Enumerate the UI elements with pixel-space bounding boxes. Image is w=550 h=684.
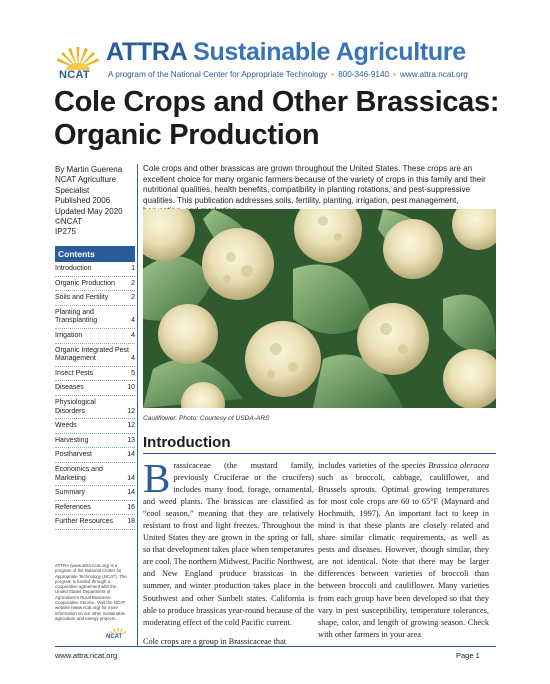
contents-item[interactable]: [55, 486, 135, 501]
sun-rays-icon: [108, 624, 128, 634]
sun-rays-icon: [55, 44, 101, 70]
bullet-icon: •: [393, 70, 396, 79]
contents-item-title: Harvesting: [55, 436, 89, 444]
brand-attra: ATTRA: [106, 38, 187, 66]
contents-box: [55, 246, 135, 530]
paragraph: Cole crops are a group in Brassicaceae that: [143, 636, 287, 646]
contents-item-page: 12: [127, 422, 135, 430]
footer-rule: [55, 646, 496, 647]
contents-item[interactable]: [55, 463, 135, 486]
document-title: [54, 86, 504, 152]
ncat-logo-text: NCAT: [59, 69, 90, 81]
ncat-logo: [55, 44, 101, 82]
ncat-small-logo: [104, 624, 132, 644]
contents-item-title: References: [55, 503, 91, 511]
title-line-2: Organic Production: [54, 119, 320, 151]
brand-title: [106, 38, 466, 67]
contents-item-title: Economics and Marketing: [55, 465, 103, 482]
contents-item-page: 14: [127, 474, 135, 482]
contents-item[interactable]: [55, 501, 135, 516]
contents-item-title: Soils and Fertility: [55, 294, 109, 302]
attra-blurb: ATTRA (www.attra.ncat.org) is a program of the National Center for Appropriate Technology (NCAT). The program is funded through a cooperative agreement with the United States Department of Agriculture's Rural Business-Cooperative Service. Visit the NCAT website (www.ncat.org) for more information on our other sustainable agriculture and energy projects.: [55, 563, 127, 621]
contents-item-title: Organic Production: [55, 279, 115, 287]
contents-item-page: 13: [127, 436, 135, 444]
paragraph-text: rassicaceae (the mustard family, previously Cruciferae or the crucifers) includes many food, forage, ornamental, and weed plants. The brassicas are classified as “cool season,” meaning that they are relatively resistant to frost and light freezes. Throughout the United States they are grown in the spring or fall, so that development takes place when temperatures are cool. The northern Midwest, Pacific Northwest, and New England produce brassicas in the summer, and winter production takes place in the Southwest and other Sunbelt states. California is able to produce brassicas year-round because of the moderating effect of the cold Pacific current.: [143, 461, 314, 627]
contents-item-page: 14: [127, 489, 135, 497]
contents-item[interactable]: [55, 306, 135, 329]
contents-item-title: Summary: [55, 489, 85, 497]
drop-cap: B: [143, 455, 171, 501]
section-heading: Introduction: [143, 434, 231, 451]
contents-heading: Contents: [55, 246, 135, 262]
byline-line: Published 2006: [55, 196, 111, 206]
paragraph-text: includes varieties of the species: [318, 461, 429, 470]
contents-item[interactable]: [55, 448, 135, 463]
contents-item-page: 4: [131, 355, 135, 363]
title-line-1: Cole Crops and Other Brassicas:: [54, 86, 500, 118]
contents-item-page: 1: [131, 265, 135, 272]
brand-tagline: [108, 70, 468, 79]
contents-item-title: Introduction: [55, 265, 92, 272]
byline-line: IP275: [55, 227, 76, 237]
tagline-program: A program of the National Center for Appropriate Technology: [108, 70, 328, 79]
body-column-1: [143, 455, 314, 648]
contents-item-page: 5: [131, 369, 135, 377]
contents-item[interactable]: [55, 367, 135, 382]
byline-line: Updated May 2020: [55, 206, 123, 216]
contents-item-page: 14: [127, 451, 135, 459]
contents-item-page: 16: [127, 503, 135, 511]
contents-item-title: Further Resources: [55, 518, 113, 526]
contents-item-page: 2: [131, 294, 135, 302]
contents-item[interactable]: [55, 419, 135, 434]
bullet-icon: •: [331, 70, 335, 79]
byline-line: Specialist: [55, 185, 90, 195]
contents-item-title: Physiological Disorders: [55, 398, 96, 415]
contents-item[interactable]: [55, 515, 135, 530]
ncat-small-text: NCAT: [106, 634, 123, 640]
photo-caption: Cauliflower. Photo: Courtesy of USDA-ARS: [143, 415, 270, 422]
contents-item[interactable]: [55, 434, 135, 449]
contents-item-page: 12: [127, 407, 135, 415]
contents-item-page: 2: [131, 279, 135, 287]
contents-item-title: Irrigation: [55, 331, 83, 339]
byline-line: By Martin Guerena: [55, 165, 123, 174]
footer-url[interactable]: www.attra.ncat.org: [55, 651, 118, 660]
brand-sustainable-agriculture: Sustainable Agriculture: [193, 38, 466, 66]
contents-item[interactable]: [55, 344, 135, 367]
byline: [55, 165, 135, 238]
contents-item[interactable]: [55, 381, 135, 396]
contents-item-page: 4: [131, 331, 135, 339]
column-divider: [137, 164, 138, 646]
byline-line: ©NCAT: [55, 217, 83, 227]
paragraph-text: such as broccoli, cabbage, cauliflower, and Brussels sprouts. Optimal growing temperatures for most cole crops are 60 to 65°F (Maynard and Hochmuth, 1997). An important fact to keep in mind is that these plants are closely related and share similar climatic requirements, as well as pests and diseases. However, though similar, they are not identical. Note that there may be larger differences between varieties of broccoli than between broccoli and cauliflower. Many varieties from each group have been developed so that they vary in pest susceptibility, temperature tolerances, shape, color, and length of growing season. Check with other farmers in your area: [318, 473, 489, 639]
contents-item-page: 18: [127, 518, 135, 526]
byline-line: NCAT Agriculture: [55, 175, 117, 185]
contents-item-title: Planting and Transplanting: [55, 308, 98, 325]
footer-page-number: Page 1: [456, 651, 480, 660]
cauliflower-photo: [143, 209, 496, 408]
contents-item[interactable]: [55, 291, 135, 306]
tagline-phone: 800-346-9140: [338, 70, 390, 79]
paragraph: [143, 455, 314, 629]
contents-item-title: Diseases: [55, 384, 84, 392]
tagline-url[interactable]: www.attra.ncat.org: [399, 70, 468, 79]
contents-item-title: Weeds: [55, 422, 77, 430]
contents-item-title: Postharvest: [55, 451, 92, 459]
contents-item[interactable]: [55, 262, 135, 277]
contents-item[interactable]: [55, 277, 135, 292]
contents-list: [55, 262, 135, 530]
contents-item-title: Organic Integrated Pest Management: [55, 346, 129, 363]
paragraph: [318, 460, 489, 641]
body-column-2: [318, 460, 489, 641]
intro-summary: Cole crops and other brassicas are grown throughout the United States. These crops are an excellent choice for many organic farmers because of the variety of crops in this family and their nutritional qualities, health benefits, compatibility in planting rotations, and pest-suppressive qualities. This publication addresses soils, fertility, planting, irrigation, pest management,: [143, 164, 486, 205]
contents-item[interactable]: [55, 329, 135, 344]
contents-item-title: Insect Pests: [55, 369, 94, 377]
contents-item[interactable]: [55, 396, 135, 419]
section-rule: [143, 453, 496, 454]
species-name: Brassica oleracea: [428, 461, 489, 470]
contents-item-page: 4: [131, 317, 135, 325]
contents-item-page: 10: [127, 384, 135, 392]
